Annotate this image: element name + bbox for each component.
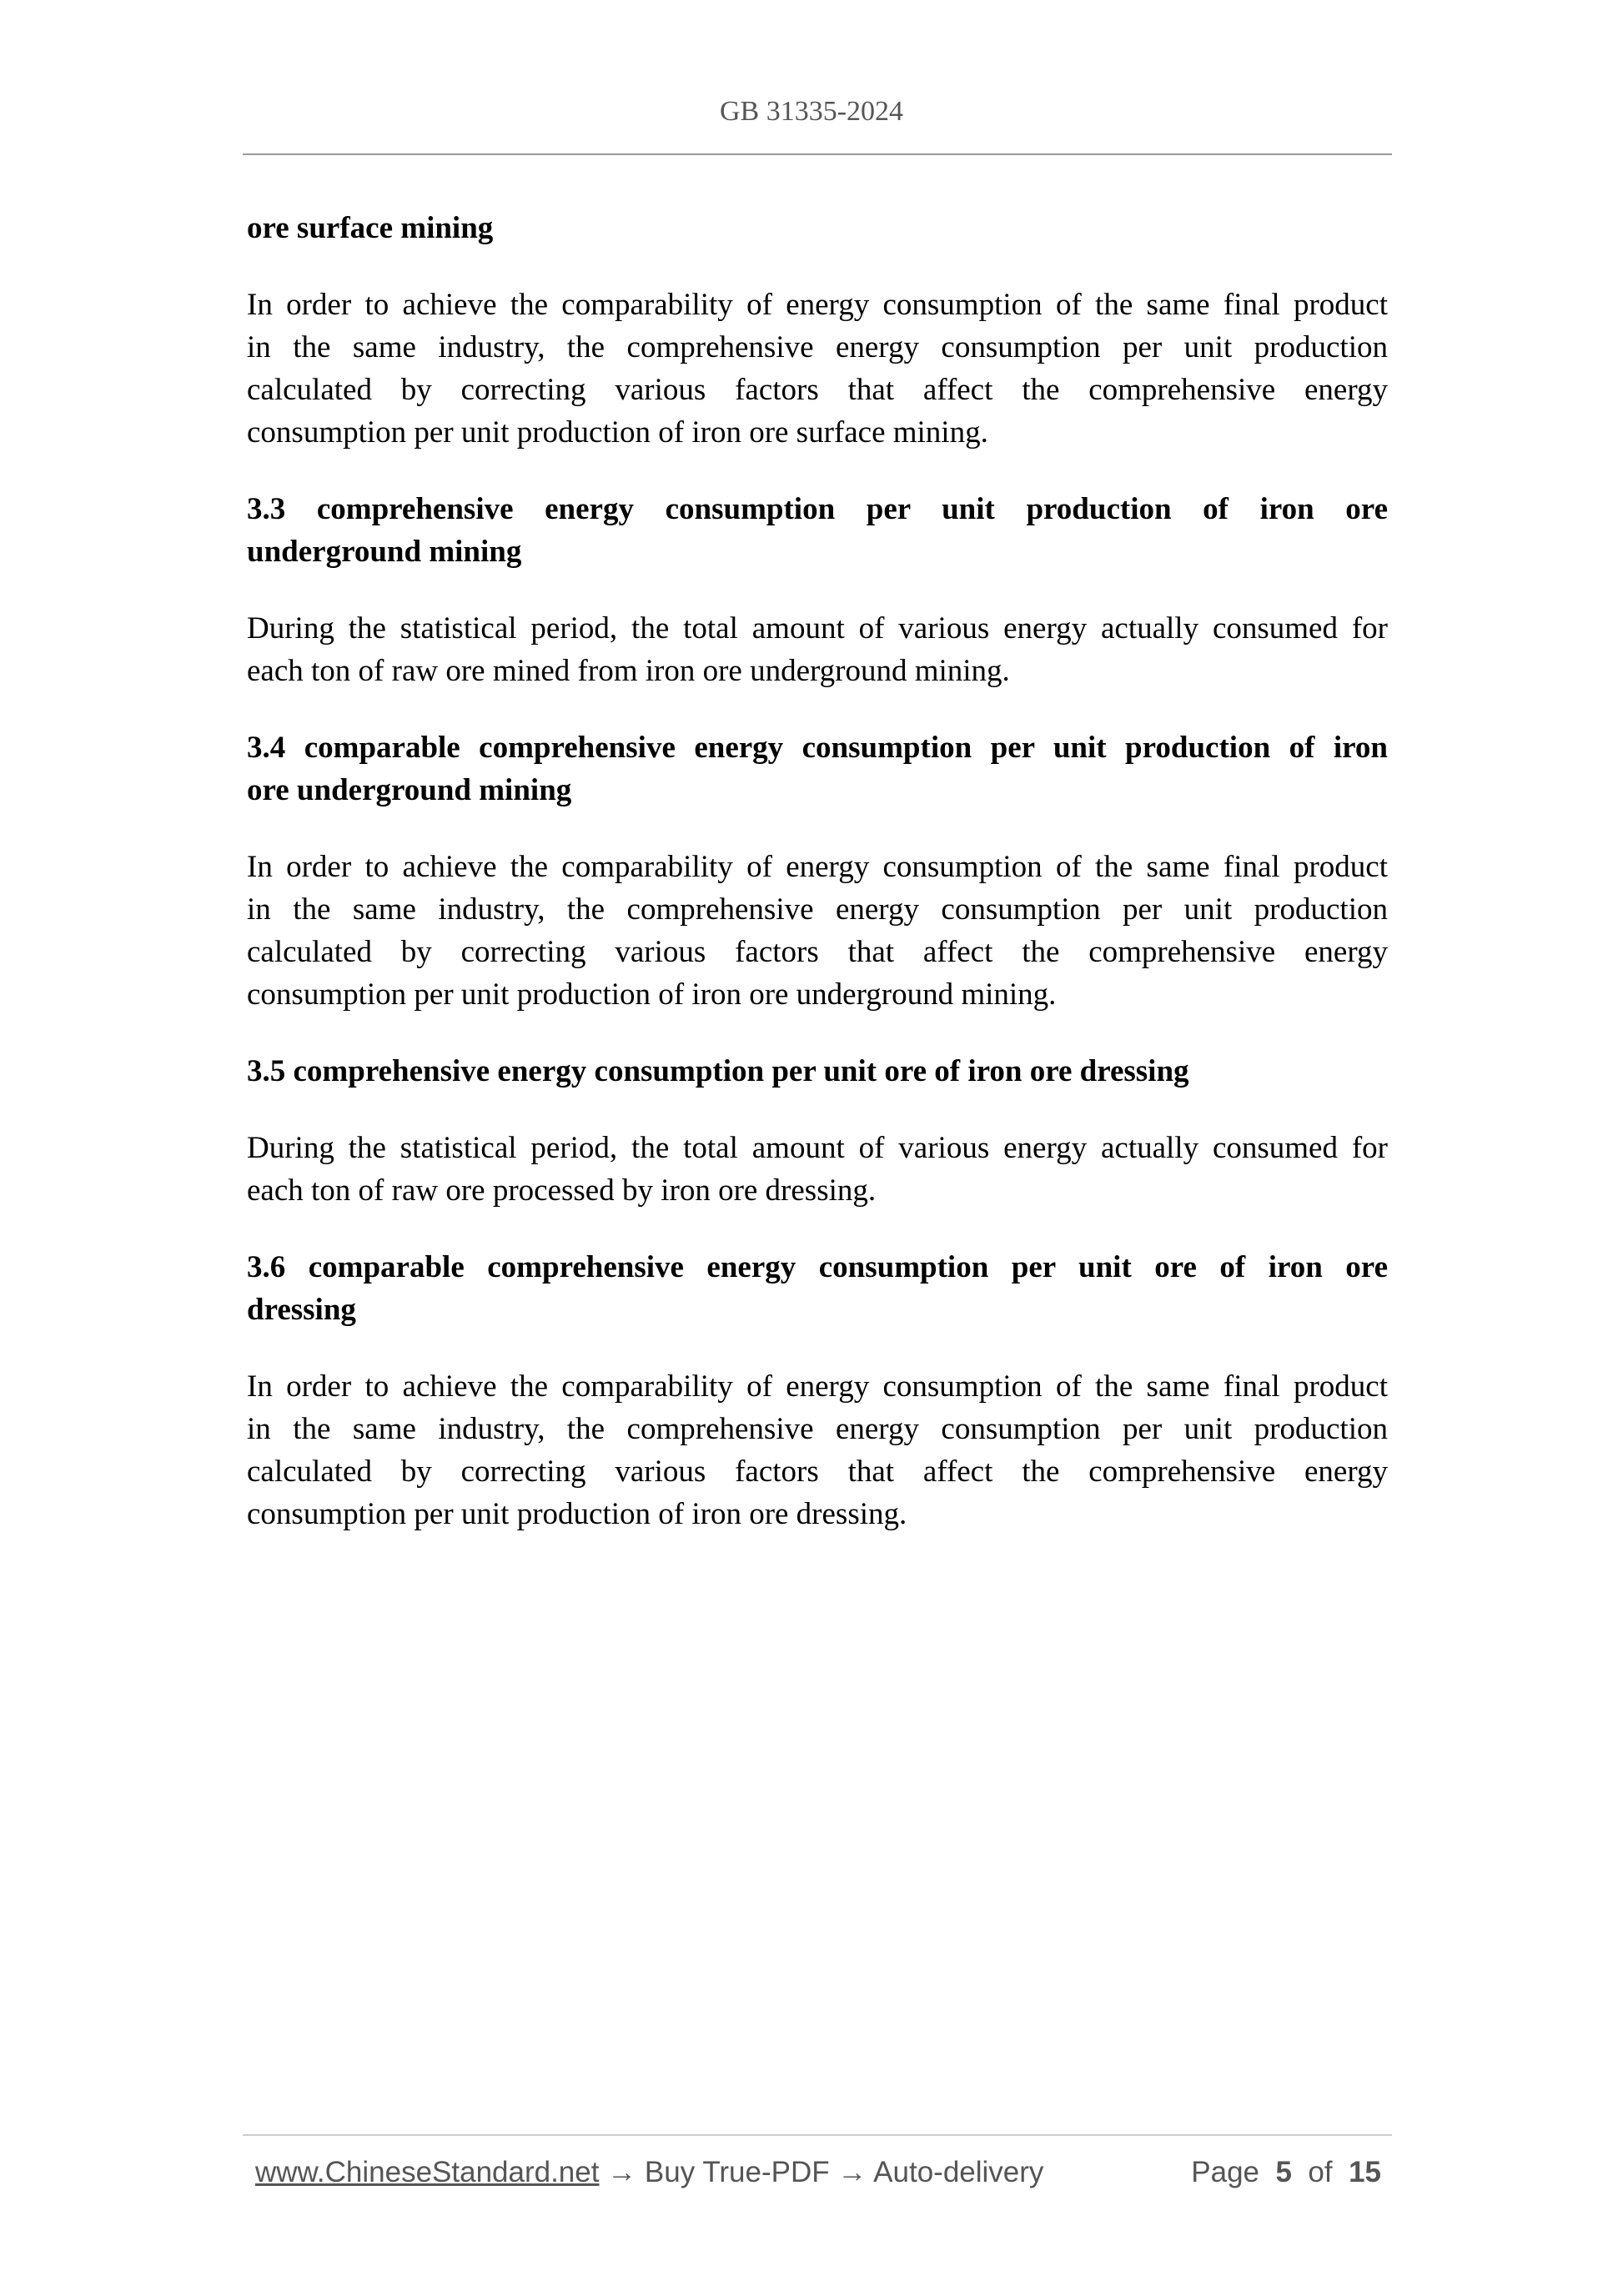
- text-line: 3.6 comparable comprehensive energy consumption per unit ore of iron ore: [247, 1250, 1388, 1284]
- text-line: each ton of raw ore processed by iron ore dressing.: [247, 1173, 877, 1208]
- footer-promo: [255, 2156, 1043, 2189]
- footer-divider: [243, 2134, 1392, 2136]
- paragraph: [247, 1127, 1388, 1212]
- text-line: in the same industry, the comprehensive energy consumption per unit production: [247, 892, 1388, 927]
- text-line: In order to achieve the comparability of energy consumption of the same final product: [247, 850, 1388, 884]
- text-line: in the same industry, the comprehensive energy consumption per unit production: [247, 330, 1388, 364]
- header-divider: [243, 153, 1392, 155]
- section-heading: [247, 1050, 1388, 1093]
- page-footer: [255, 2156, 1381, 2189]
- text-line: underground mining: [247, 535, 522, 569]
- text-line: 3.4 comparable comprehensive energy consumption per unit production of iron: [247, 731, 1388, 765]
- text-line: calculated by correcting various factors that affect the comprehensive energy: [247, 935, 1388, 969]
- text-line: calculated by correcting various factors that affect the comprehensive energy: [247, 373, 1388, 407]
- text-line: consumption per unit production of iron ore underground mining.: [247, 977, 1057, 1012]
- website-link[interactable]: www.ChineseStandard.net: [255, 2156, 600, 2188]
- current-page: 5: [1275, 2156, 1292, 2188]
- section-heading: [247, 488, 1388, 573]
- text-line: 3.5 comprehensive energy consumption per unit ore of iron ore dressing: [247, 1054, 1189, 1088]
- paragraph: [247, 846, 1388, 1016]
- text-line: calculated by correcting various factors that affect the comprehensive energy: [247, 1454, 1388, 1489]
- text-line: ore underground mining: [247, 773, 572, 807]
- running-header: GB 31335-2024: [719, 96, 904, 127]
- text-line: consumption per unit production of iron ore surface mining.: [247, 415, 988, 450]
- footer-promo-text: → Buy True-PDF → Auto-delivery: [599, 2156, 1044, 2188]
- text-line: dressing: [247, 1293, 356, 1327]
- text-line: consumption per unit production of iron ore dressing.: [247, 1497, 907, 1531]
- text-line: 3.3 comprehensive energy consumption per unit production of iron ore: [247, 492, 1388, 526]
- text-line: During the statistical period, the total amount of various energy actually consumed for: [247, 1131, 1388, 1165]
- page-number: [1191, 2156, 1381, 2189]
- document-body: [247, 207, 1388, 1570]
- text-line: ore surface mining: [247, 211, 494, 245]
- page-label: Page: [1191, 2156, 1260, 2188]
- section-heading: [247, 207, 1388, 249]
- section-heading: [247, 1246, 1388, 1331]
- total-pages: 15: [1349, 2156, 1381, 2188]
- text-line: During the statistical period, the total amount of various energy actually consumed for: [247, 611, 1388, 646]
- paragraph: [247, 607, 1388, 692]
- text-line: In order to achieve the comparability of energy consumption of the same final product: [247, 1369, 1388, 1404]
- text-line: in the same industry, the comprehensive energy consumption per unit production: [247, 1412, 1388, 1446]
- of-label: of: [1308, 2156, 1333, 2188]
- paragraph: [247, 284, 1388, 454]
- text-line: In order to achieve the comparability of energy consumption of the same final product: [247, 288, 1388, 322]
- section-heading: [247, 726, 1388, 811]
- text-line: each ton of raw ore mined from iron ore underground mining.: [247, 654, 1010, 688]
- paragraph: [247, 1365, 1388, 1535]
